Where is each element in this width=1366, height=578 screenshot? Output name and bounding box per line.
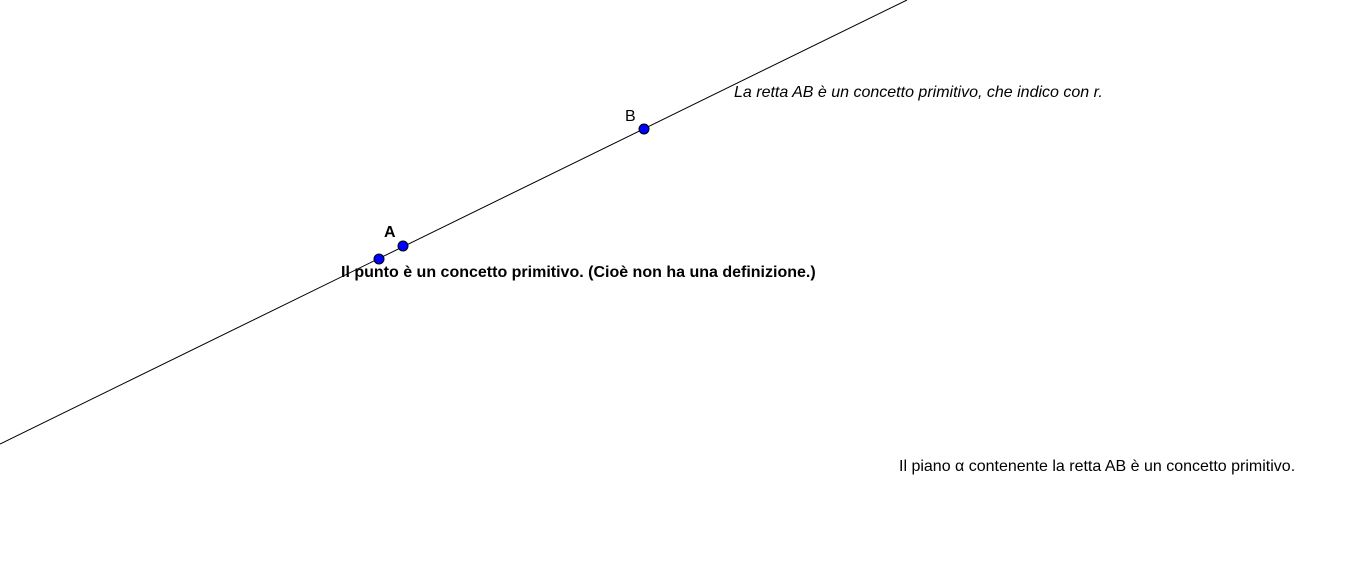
point-B[interactable] xyxy=(639,124,649,134)
point-label-B: B xyxy=(625,108,636,125)
point-label-A: A xyxy=(384,224,396,241)
point-unlabeled[interactable] xyxy=(374,254,384,264)
point-A[interactable] xyxy=(398,241,408,251)
text-piano: Il piano α contenente la retta AB è un concetto primitivo. xyxy=(899,458,1296,475)
text-punto: Il punto è un concetto primitivo. (Cioè non ha una definizione.) xyxy=(341,264,816,281)
text-retta: La retta AB è un concetto primitivo, che indico con r. xyxy=(734,84,1103,101)
